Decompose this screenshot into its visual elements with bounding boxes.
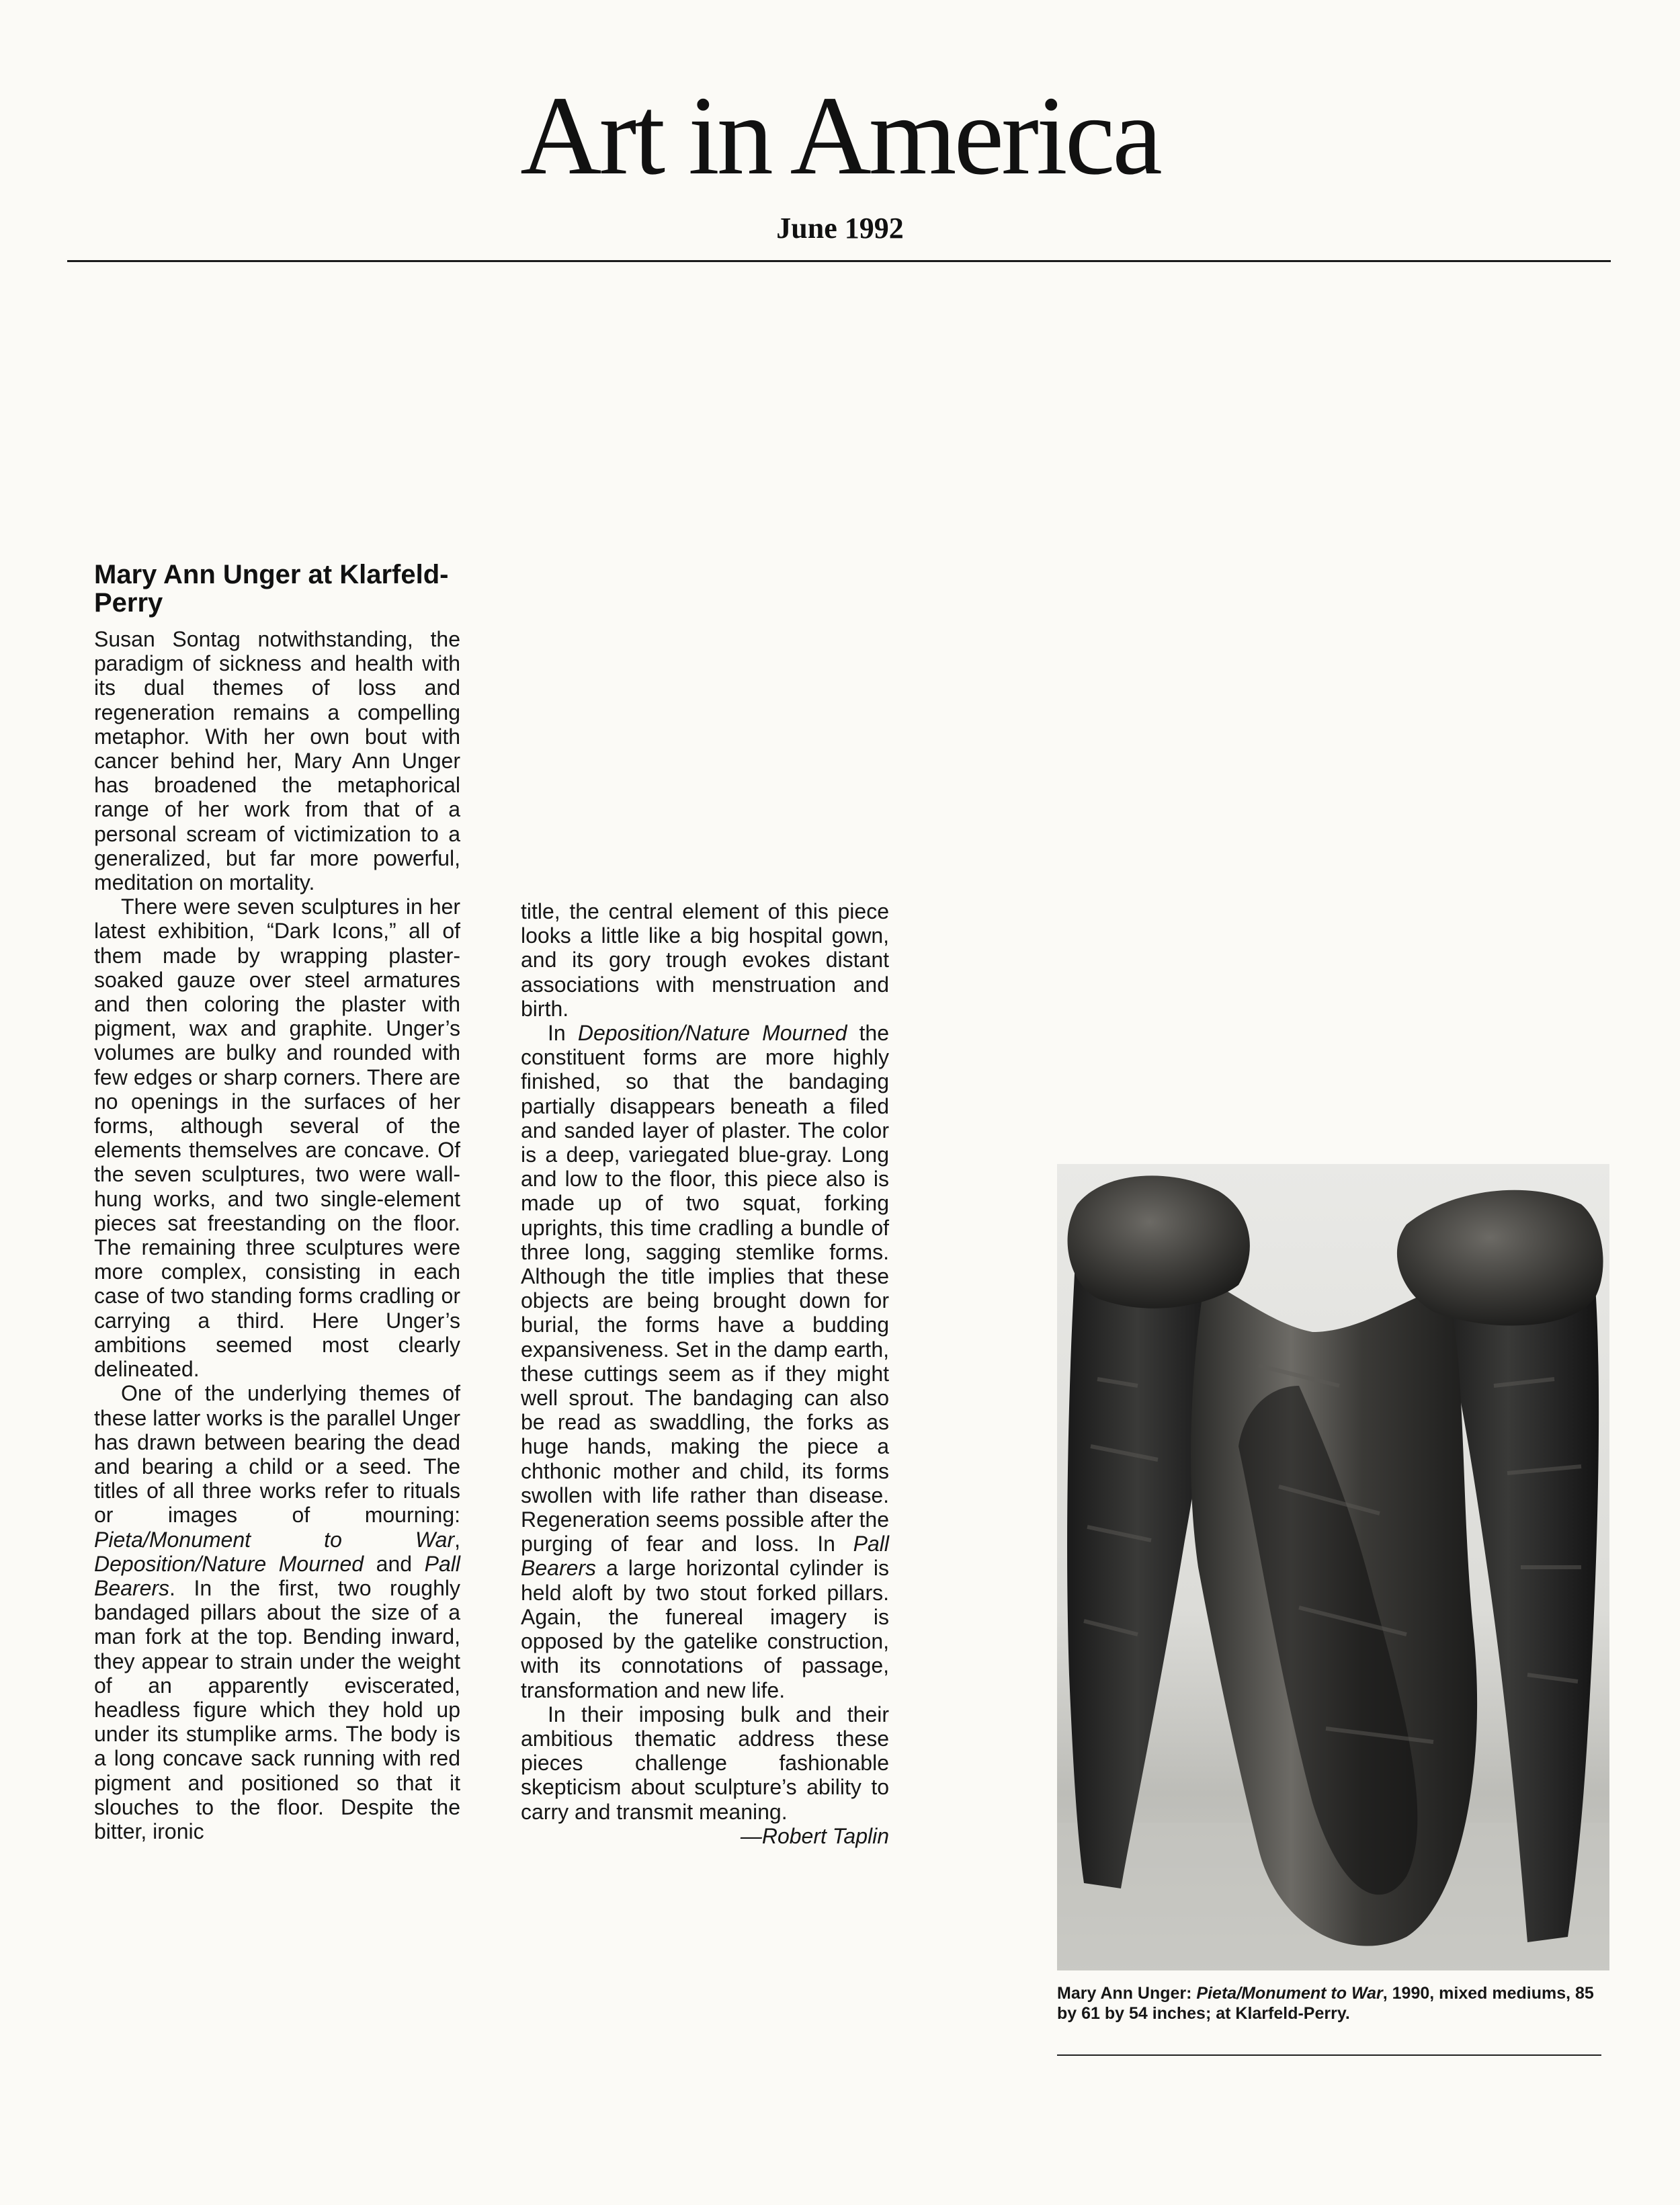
caption-rule — [1057, 2054, 1601, 2056]
text-run: and — [364, 1551, 425, 1576]
paragraph — [521, 1702, 889, 1848]
article-column-1 — [94, 627, 460, 1843]
article-headline: Mary Ann Unger at Klarfeld-Perry — [94, 560, 449, 618]
header-rule — [67, 260, 1611, 262]
text-run: a large horizontal cylinder is held aloft by two stout forked pillars. Again, the funereal imagery is opposed by the gatelike construction, with its connotations of passage, transformation and new life. — [521, 1556, 889, 1702]
caption-title: Pieta/Monument to War — [1196, 1984, 1383, 2003]
author-signoff: —Robert Taplin — [740, 1823, 889, 1848]
paragraph — [94, 1381, 460, 1843]
text-run: the constituent forms are more highly finished, so that the bandaging partially disappears beneath a filed and sanded layer of plaster. The color is a deep, variegated blue-gray. Long and low to the floor, this piece also is made up of two squat, forking uprights, this time cradling a bundle of three long, sagging stemlike forms. Although the title implies that these objects are being brought down for burial, the forms have a budding expansiveness. Set in the damp earth, these cuttings seem as if they might well sprout. The bandaging can also be read as swaddling, the forks as huge hands, making the piece a chthonic mother and child, its forms swollen with life rather than disease. Regeneration seems possible after the purging of fear and loss. In — [521, 1021, 890, 1556]
paragraph: title, the central element of this piece looks a little like a big hospital gown, and its gory trough evokes distant associations with menstruation and birth. — [521, 899, 889, 1021]
artwork-title: Pall Bearers — [94, 1551, 461, 1600]
artwork-title: Pall Bearers — [521, 1532, 889, 1581]
caption-artist: Mary Ann Unger: — [1057, 1984, 1197, 2003]
text-run: In — [548, 1021, 578, 1046]
artwork-title: Deposition/Nature Mourned — [577, 1021, 847, 1046]
article-column-2 — [521, 899, 889, 1848]
artwork-title: Pieta/Monument to War — [94, 1527, 455, 1552]
text-run: One of the underlying themes of these latter works is the parallel Unger has drawn between bearing the dead and bearing a child or a seed. The titles of all three works refer to rituals or images of mourning: — [94, 1381, 460, 1528]
text-run: . In the first, two roughly bandaged pillars about the size of a man fork at the top. Bending inward, they appear to strain under the weight of an apparently eviscerated, headless figure which they hold up under its stumplike arms. The body is a long concave sack running with red pigment and positioned so that it slouches to the floor. Despite the bitter, ironic — [94, 1575, 460, 1843]
issue-date: June 1992 — [776, 212, 904, 245]
sculpture-photo — [1057, 1164, 1609, 1970]
paragraph: There were seven sculptures in her latest exhibition, “Dark Icons,” all of them made by wrapping plaster-soaked gauze over steel armatures and then coloring the plaster with pigment, wax and graphite. Unger’s volumes are bulky and rounded with few edges or sharp corners. There are no openings in the surfaces of her forms, although several of the elements themselves are concave. Of the seven sculptures, two were wall-hung works, and two single-element pieces sat freestanding on the floor. The remaining three sculptures were more complex, consisting in each case of two standing forms cradling or carrying a third. Here Unger’s ambitions seemed most clearly delineated. — [94, 895, 460, 1382]
text-run: , — [454, 1527, 460, 1552]
left-cap — [1068, 1175, 1250, 1308]
paragraph: Susan Sontag notwithstanding, the paradigm of sickness and health with its dual themes of loss and regeneration remains a compelling metaphor. With her own bout with cancer behind her, Mary Ann Unger has broadened the metaphorical range of her work from that of a personal scream of victimization to a generalized, but far more powerful, meditation on mortality. — [94, 627, 460, 895]
paragraph — [521, 1021, 889, 1702]
artwork-title: Deposition/Nature Mourned — [94, 1551, 364, 1576]
text-run: In their imposing bulk and their ambitious thematic address these pieces challenge fashionable skepticism about sculpture’s ability to carry and transmit meaning. — [521, 1702, 889, 1824]
masthead-title: Art in America — [520, 73, 1160, 198]
photo-caption — [1057, 1983, 1608, 2024]
caption-details: , 1990, mixed mediums, 85 by 61 by 54 inches; at Klarfeld-Perry. — [1057, 1984, 1594, 2023]
